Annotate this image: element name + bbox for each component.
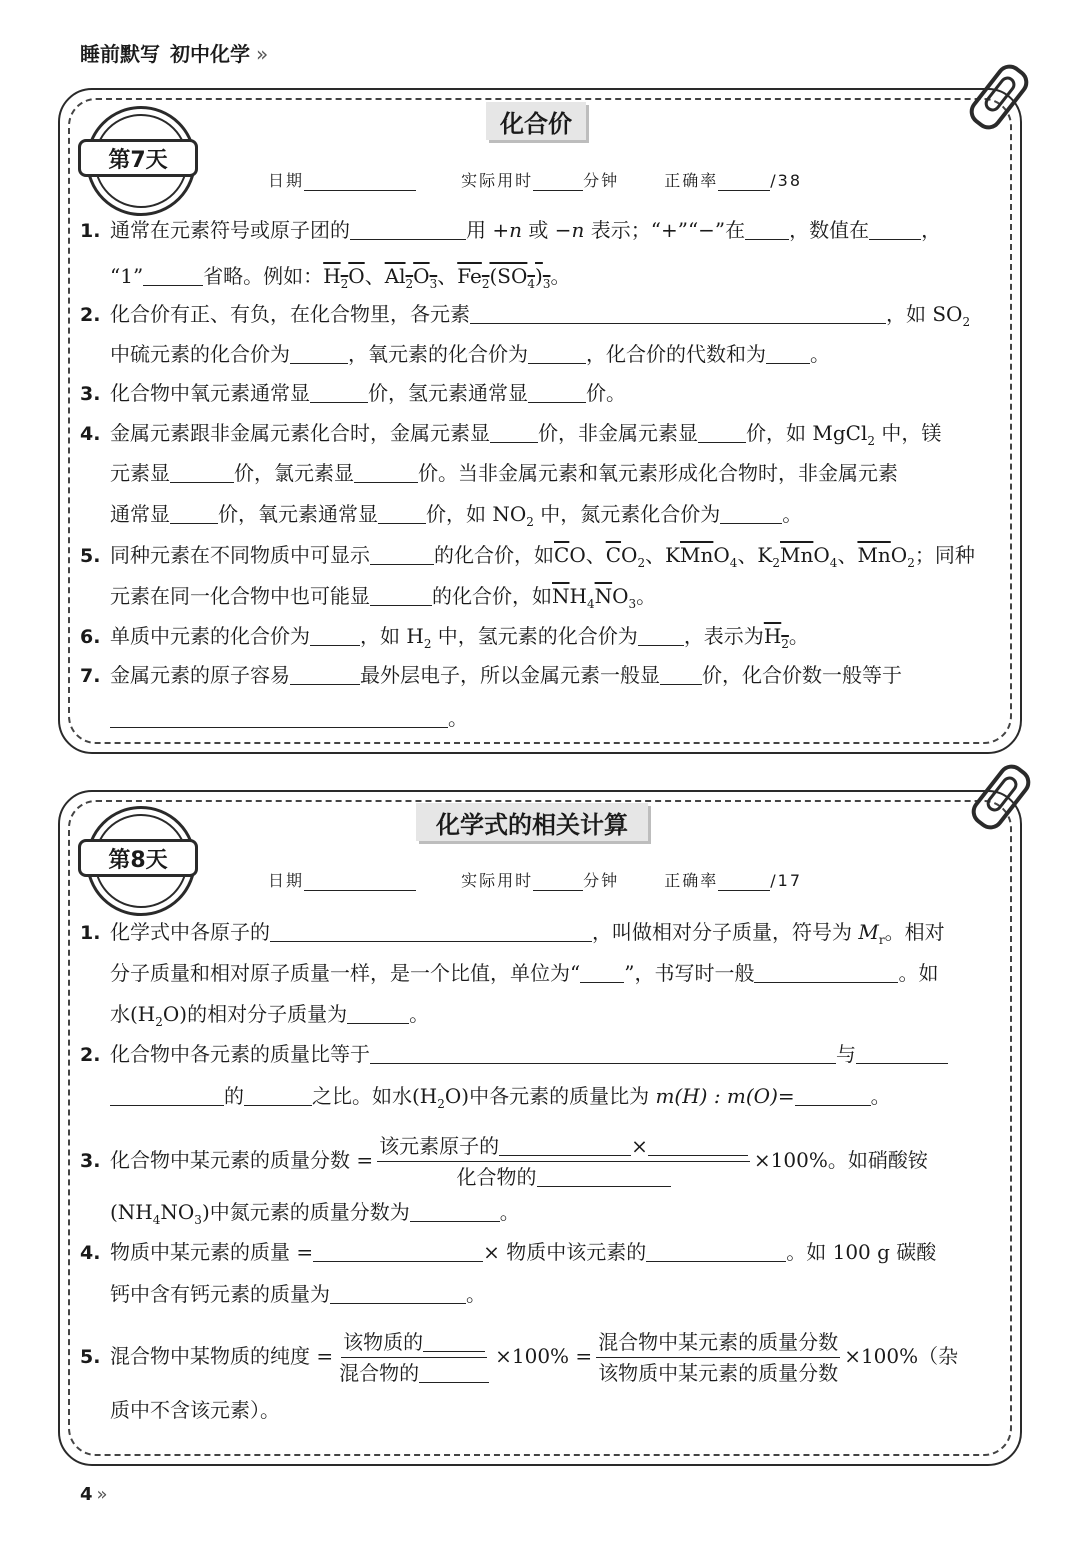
text: 。: [810, 342, 830, 366]
text: 金属元素的原子容易: [110, 663, 290, 687]
text: 表示；“+”“−”在: [584, 218, 746, 242]
day7-badge: 第7天: [78, 139, 198, 177]
text: ，叫做相对分子质量，符号为: [592, 920, 859, 944]
day7-item-2-line2: [110, 334, 830, 375]
text: 价，如 MgCl: [746, 421, 868, 445]
accuracy-field[interactable]: [718, 172, 770, 191]
blank[interactable]: [754, 956, 898, 983]
blank[interactable]: [470, 297, 886, 324]
item-number: 4.: [80, 1242, 101, 1264]
text: 用 +: [466, 218, 510, 242]
text: 省略。例如：: [203, 264, 324, 288]
blank[interactable]: [698, 416, 746, 443]
blank[interactable]: [347, 997, 409, 1024]
item-number: 2.: [80, 1044, 101, 1066]
text: 通常在元素符号或原子团的: [110, 218, 350, 242]
blank[interactable]: [648, 1135, 748, 1156]
day8-item-2-line2: [110, 1076, 891, 1125]
blank[interactable]: [499, 1135, 631, 1156]
text: 中硫元素的化合价为: [110, 342, 290, 366]
text: 2: [155, 1015, 163, 1029]
text: 的: [224, 1084, 244, 1108]
text: 元素在同一化合物中也可能显: [110, 584, 370, 608]
time-field[interactable]: [533, 172, 583, 191]
day7-title: 化合价: [486, 102, 586, 140]
text: 2: [867, 434, 875, 448]
text: 。如: [898, 961, 939, 985]
blank[interactable]: [423, 1331, 485, 1352]
text: 化合物中某元素的质量分数 =: [110, 1148, 374, 1172]
text: ，如 SO: [886, 302, 963, 326]
text: 化合物的: [456, 1165, 537, 1189]
day8-title: 化学式的相关计算: [416, 803, 648, 841]
blank[interactable]: [370, 1037, 836, 1064]
item-number: 7.: [80, 665, 101, 687]
blank[interactable]: [720, 497, 782, 524]
time-label: 实际用时: [461, 871, 534, 890]
blank[interactable]: [330, 1277, 466, 1304]
date-label: 日期: [268, 171, 305, 190]
blank[interactable]: [580, 956, 624, 983]
blank[interactable]: [856, 1037, 948, 1064]
text: m(H) : m(O)=: [655, 1084, 795, 1108]
text: 。: [788, 624, 809, 648]
text: 。: [499, 1200, 520, 1224]
text: 该物质中某元素的质量分数: [598, 1361, 839, 1385]
day8-item-3: [80, 1130, 1010, 1192]
time-label: 实际用时: [461, 171, 534, 190]
subject-title: 初中化学: [170, 42, 250, 66]
text: ；同种: [914, 543, 975, 567]
text: (NH: [110, 1200, 153, 1224]
item-number: 5.: [80, 545, 101, 567]
text: ，如 H: [360, 624, 424, 648]
blank[interactable]: [638, 619, 684, 646]
text: r: [878, 933, 885, 947]
day8-item-4: [80, 1232, 1010, 1274]
text: O)的相对分子质量为: [162, 1002, 348, 1026]
text: × 物质中该元素的: [483, 1240, 647, 1264]
day7-item-4-line2: [110, 453, 898, 494]
text: “1”: [110, 264, 144, 288]
blank[interactable]: [795, 1079, 871, 1106]
time-field[interactable]: [533, 872, 583, 891]
text: 该元素原子的: [379, 1134, 500, 1158]
text: 价，氢元素通常显: [368, 381, 528, 405]
day8-meta: [268, 868, 802, 891]
text: 化学式中各原子的: [110, 920, 270, 944]
blank[interactable]: [537, 1166, 671, 1187]
day8-item-2: [80, 1034, 1010, 1076]
item-number: 1.: [80, 922, 101, 944]
formula-nh4no3: $\overline{N}H_4\overline{N}O_3$: [552, 584, 637, 611]
text: O)中各元素的质量比为: [444, 1084, 656, 1108]
blank[interactable]: [310, 376, 368, 403]
text: 。: [448, 706, 468, 730]
blank[interactable]: [244, 1079, 312, 1106]
day7-meta: [268, 168, 802, 191]
accuracy-total: /17: [770, 871, 802, 890]
text: 。: [870, 1084, 891, 1108]
day7-item-3: [80, 373, 1010, 415]
text: n: [571, 218, 585, 242]
blank[interactable]: [313, 1235, 483, 1262]
text: 价，化合价数一般等于: [702, 663, 902, 687]
text: ，表示为: [683, 624, 764, 648]
blank[interactable]: [869, 213, 921, 240]
text: 的化合价，如: [434, 543, 554, 567]
accuracy-field[interactable]: [718, 872, 770, 891]
text: 化合物中各元素的质量比等于: [110, 1042, 370, 1066]
text: ，: [921, 218, 942, 242]
blank[interactable]: [354, 456, 418, 483]
day8-item-5: [80, 1326, 1010, 1388]
text: 3: [194, 1213, 202, 1227]
text: 4: [152, 1213, 161, 1227]
day7-item-7-line2: [110, 698, 468, 739]
text: 2: [437, 1097, 445, 1111]
text: ，数值在: [789, 218, 870, 242]
text: 价，如 NO: [426, 502, 527, 526]
blank[interactable]: [310, 619, 360, 646]
text: 2: [423, 637, 432, 651]
chevron-icon: »: [96, 1484, 108, 1505]
day7-item-7: [80, 655, 1010, 697]
text: 金属元素跟非金属元素化合时，金属元素显: [110, 421, 490, 445]
item-number: 3.: [80, 1150, 101, 1172]
text: 质中不含该元素）。: [110, 1398, 280, 1422]
text: 通常显: [110, 502, 170, 526]
blank[interactable]: [370, 538, 434, 565]
text: 。: [409, 1002, 430, 1026]
item-number: 4.: [80, 423, 101, 445]
blank[interactable]: [290, 337, 348, 364]
text: 化合价有正、有负，在化合物里，各元素: [110, 302, 470, 326]
series-title: 睡前默写: [80, 42, 160, 66]
blank[interactable]: [528, 376, 586, 403]
blank[interactable]: [378, 497, 426, 524]
text: 同种元素在不同物质中可显示: [110, 543, 370, 567]
blank[interactable]: [646, 1235, 786, 1262]
text: NO: [160, 1200, 195, 1224]
date-field[interactable]: [304, 172, 416, 191]
blank[interactable]: [270, 915, 592, 942]
text: 或 −: [522, 218, 572, 242]
blank[interactable]: [490, 416, 538, 443]
text: 与: [836, 1042, 856, 1066]
item-number: 2.: [80, 304, 101, 326]
blank[interactable]: [110, 701, 448, 728]
blank[interactable]: [766, 337, 810, 364]
text: 中，氢元素的化合价为: [431, 624, 638, 648]
accuracy-label: 正确率: [664, 871, 719, 890]
item-number: 5.: [80, 1346, 101, 1368]
text: 价，氧元素通常显: [218, 502, 378, 526]
item-number: 1.: [80, 220, 101, 242]
blank[interactable]: [350, 213, 466, 240]
date-label: 日期: [268, 871, 305, 890]
text: ×100%（杂: [844, 1344, 959, 1368]
text: 。: [782, 502, 803, 526]
text: 中，氮元素化合价为: [533, 502, 721, 526]
formula-h2: $H_2$: [763, 624, 789, 651]
purity-fraction-2: [596, 1327, 840, 1388]
blank[interactable]: [745, 213, 789, 240]
day8-item-4-line2: [110, 1274, 486, 1315]
text: M: [858, 920, 879, 944]
text: 钙中含有钙元素的质量为: [110, 1282, 330, 1306]
text: 2: [526, 515, 534, 529]
text: 。如 100 g 碳酸: [786, 1240, 937, 1264]
text: 最外层电子，所以金属元素一般显: [360, 663, 660, 687]
day8-item-1-line2: [110, 953, 938, 994]
text: 之比。如水(H: [312, 1084, 438, 1108]
blank[interactable]: [110, 1079, 224, 1106]
blank[interactable]: [170, 456, 234, 483]
text: ”，书写时一般: [624, 961, 755, 985]
mass-fraction-formula: [377, 1131, 750, 1192]
text: 价，氯元素显: [234, 461, 354, 485]
text: 价。当非金属元素和氧元素形成化合物时，非金属元素: [418, 461, 898, 485]
text: 元素显: [110, 461, 170, 485]
blank[interactable]: [170, 497, 218, 524]
date-field[interactable]: [304, 872, 416, 891]
text: ×100% =: [495, 1344, 593, 1368]
text: n: [509, 218, 523, 242]
text: 水(H: [110, 1002, 156, 1026]
minutes-label: 分钟: [583, 171, 620, 190]
text: 。: [466, 1282, 486, 1306]
day8-item-5-line2: [110, 1390, 280, 1431]
page-header: [80, 38, 268, 67]
minutes-label: 分钟: [583, 871, 620, 890]
text: 2: [962, 315, 971, 329]
text: 。: [636, 584, 657, 608]
accuracy-label: 正确率: [664, 171, 719, 190]
text: 单质中元素的化合价为: [110, 624, 310, 648]
text: 价，非金属元素显: [538, 421, 698, 445]
text: 。相对: [884, 920, 945, 944]
text: 物质中某元素的质量 =: [110, 1240, 314, 1264]
blank[interactable]: [660, 658, 702, 685]
text: 混合物中某元素的质量分数: [596, 1327, 840, 1358]
text: 中，镁: [874, 421, 942, 445]
blank[interactable]: [410, 1195, 500, 1222]
day8-badge: 第8天: [78, 839, 198, 877]
text: 化合物中氧元素通常显: [110, 381, 310, 405]
blank[interactable]: [143, 259, 203, 286]
text: 混合物的: [339, 1361, 420, 1385]
accuracy-total: /38: [770, 171, 802, 190]
text: ，氧元素的化合价为: [348, 342, 528, 366]
page-footer: [80, 1484, 108, 1505]
text: ，化合价的代数和为: [586, 342, 766, 366]
chevron-icon: »: [256, 42, 269, 66]
text: ×: [631, 1134, 648, 1158]
text: 混合物中某物质的纯度 =: [110, 1344, 334, 1368]
item-number: 3.: [80, 383, 101, 405]
blank[interactable]: [419, 1362, 489, 1383]
item-number: 6.: [80, 626, 101, 648]
text: ×100%。如硝酸铵: [753, 1148, 928, 1172]
text: )中氮元素的质量分数为: [201, 1200, 410, 1224]
text: 的化合价，如: [432, 584, 552, 608]
day7-item-1: [80, 210, 1010, 252]
blank[interactable]: [290, 658, 360, 685]
blank[interactable]: [370, 579, 432, 606]
formula-list: $\overline{C}O$、$\overline{C}O_2$、$K\overline{Mn}O_4$、$K_2\overline{Mn}O_4$、$\overline{Mn}O_2$: [554, 543, 915, 570]
page-number: 4: [80, 1484, 93, 1505]
text: 该物质的: [343, 1330, 424, 1354]
blank[interactable]: [528, 337, 586, 364]
formula-h2o: $H_2O$、$Al_2O_3$、$Fe_2(SO_4)_3$。: [323, 264, 571, 291]
text: 分子质量和相对原子质量一样，是一个比值，单位为“: [110, 961, 581, 985]
purity-fraction-1: [337, 1327, 491, 1388]
text: 价。: [586, 381, 626, 405]
